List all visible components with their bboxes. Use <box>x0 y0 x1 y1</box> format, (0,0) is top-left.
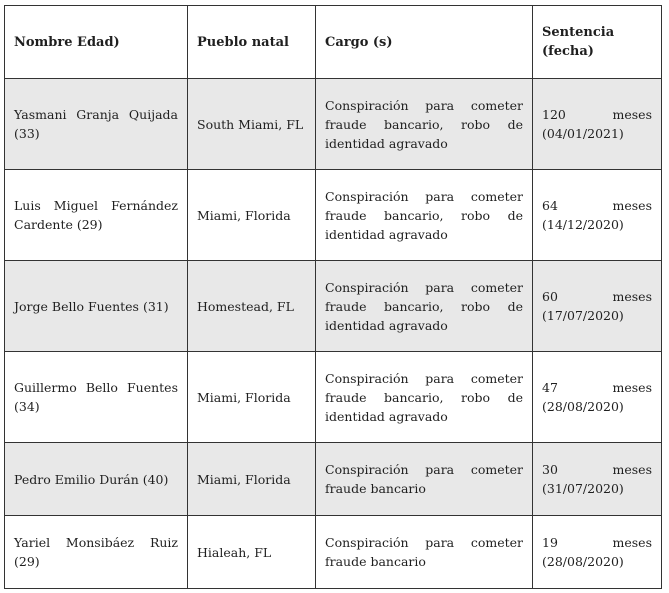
pueblo-cell: South Miami, FL <box>188 79 316 170</box>
sentencia-months <box>542 378 652 397</box>
sentencia-cell <box>533 443 662 516</box>
nombre-cell: Luis Miguel Fernández Cardente (29) <box>5 170 188 261</box>
sentencia-cell <box>533 516 662 589</box>
months-label: meses <box>612 462 652 477</box>
months-label: meses <box>612 107 652 122</box>
nombre-cell: Yasmani Granja Quijada (33) <box>5 79 188 170</box>
table-row <box>5 261 662 352</box>
table-row <box>5 352 662 443</box>
sentencia-months <box>542 533 652 552</box>
sentencia-cell <box>533 79 662 170</box>
cargo-cell: Conspiración para cometer fraude bancario, robo de identidad agravado <box>316 170 533 261</box>
sentencia-cell <box>533 352 662 443</box>
months-label: meses <box>612 289 652 304</box>
nombre-cell: Pedro Emilio Durán (40) <box>5 443 188 516</box>
pueblo-cell: Hialeah, FL <box>188 516 316 589</box>
cargo-cell: Conspiración para cometer fraude bancario <box>316 443 533 516</box>
sentencia-date: (28/08/2020) <box>542 554 624 569</box>
sentencia-date: (04/01/2021) <box>542 126 624 141</box>
months-number: 64 <box>542 198 558 213</box>
months-label: meses <box>612 198 652 213</box>
sentencia-months <box>542 460 652 479</box>
table-row <box>5 79 662 170</box>
cargo-cell: Conspiración para cometer fraude bancario, robo de identidad agravado <box>316 79 533 170</box>
cargo-cell: Conspiración para cometer fraude bancario, robo de identidad agravado <box>316 261 533 352</box>
sentences-table <box>4 5 662 589</box>
sentencia-date: (14/12/2020) <box>542 217 624 232</box>
pueblo-cell: Miami, Florida <box>188 443 316 516</box>
pueblo-cell: Miami, Florida <box>188 170 316 261</box>
header-cargo: Cargo (s) <box>316 6 533 79</box>
header-nombre: Nombre Edad) <box>5 6 188 79</box>
sentencia-date: (31/07/2020) <box>542 481 624 496</box>
months-label: meses <box>612 380 652 395</box>
header-pueblo: Pueblo natal <box>188 6 316 79</box>
sentencia-months <box>542 196 652 215</box>
sentencia-date: (28/08/2020) <box>542 399 624 414</box>
table-row <box>5 170 662 261</box>
table-row <box>5 516 662 589</box>
sentencia-cell <box>533 170 662 261</box>
months-number: 19 <box>542 535 558 550</box>
nombre-cell: Yariel Monsibáez Ruiz (29) <box>5 516 188 589</box>
nombre-cell: Jorge Bello Fuentes (31) <box>5 261 188 352</box>
cargo-cell: Conspiración para cometer fraude bancario, robo de identidad agravado <box>316 352 533 443</box>
header-row <box>5 6 662 79</box>
header-sentencia: Sentencia (fecha) <box>533 6 662 79</box>
sentencia-months <box>542 287 652 306</box>
months-number: 60 <box>542 289 558 304</box>
months-number: 47 <box>542 380 558 395</box>
sentencia-months <box>542 105 652 124</box>
months-label: meses <box>612 535 652 550</box>
pueblo-cell: Miami, Florida <box>188 352 316 443</box>
months-number: 30 <box>542 462 558 477</box>
table-row <box>5 443 662 516</box>
nombre-cell: Guillermo Bello Fuentes (34) <box>5 352 188 443</box>
pueblo-cell: Homestead, FL <box>188 261 316 352</box>
cargo-cell: Conspiración para cometer fraude bancario <box>316 516 533 589</box>
sentencia-cell <box>533 261 662 352</box>
sentencia-date: (17/07/2020) <box>542 308 624 323</box>
months-number: 120 <box>542 107 566 122</box>
